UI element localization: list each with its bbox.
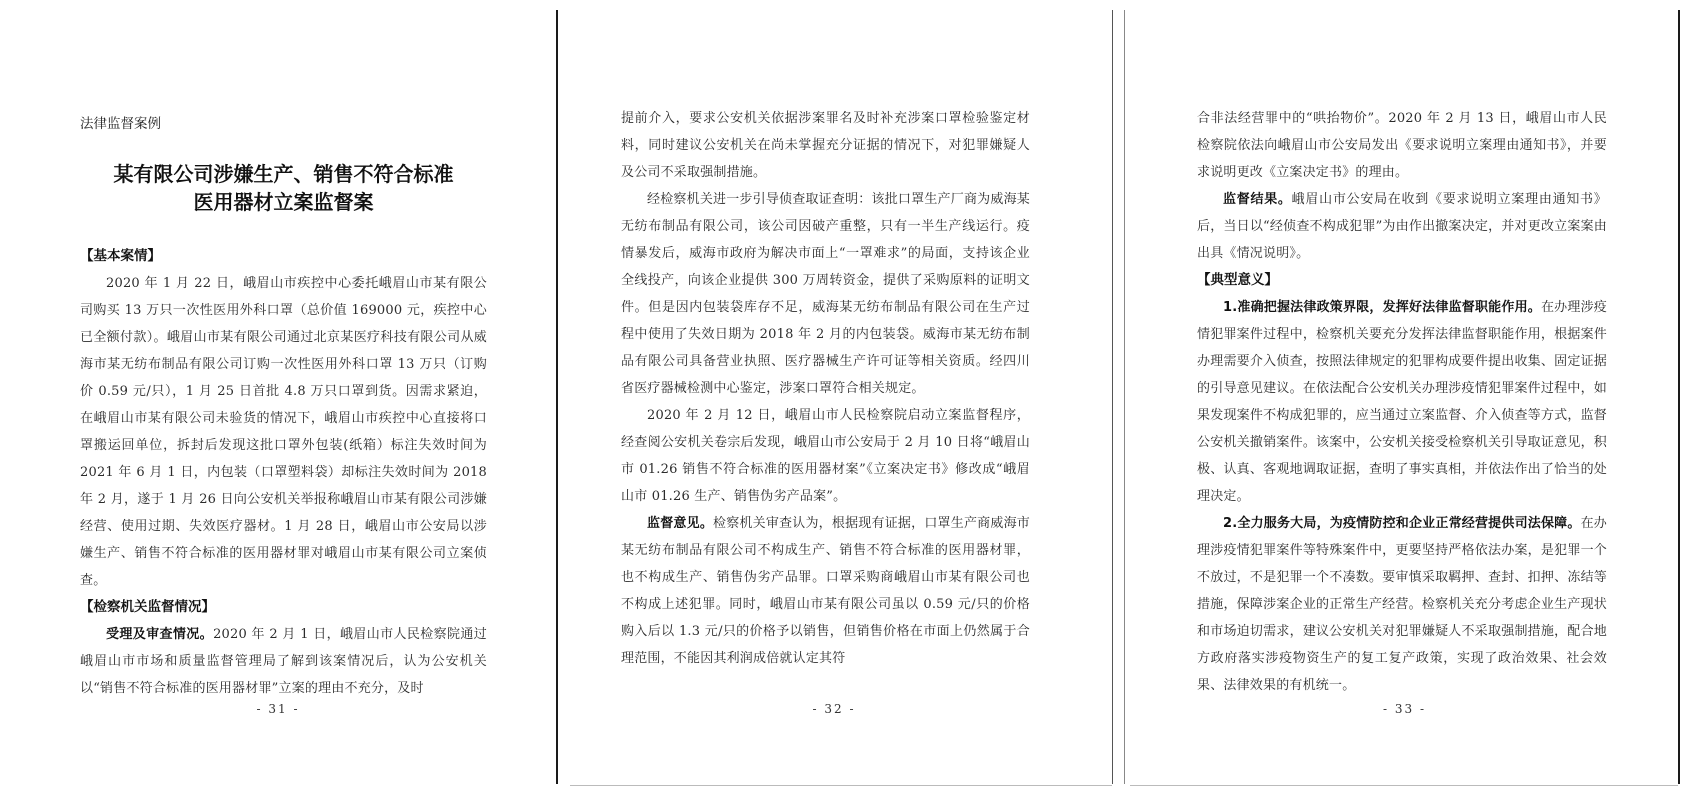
case-title xyxy=(80,160,487,216)
paragraph-continued: 合非法经营罪中的“哄抬物价”。2020 年 2 月 13 日，峨眉山市人民检察院依法向峨眉山市公安局发出《要求说明立案理由通知书》，并要求说明更改《立案决定书》的理由。 xyxy=(1197,111,1607,180)
paragraph-supervision-opinion xyxy=(621,510,1030,672)
paragraph-lead: 监督意见。 xyxy=(647,516,714,531)
paragraph-lead: 1.准确把握法律政策界限，发挥好法律监督职能作用。 xyxy=(1223,300,1541,315)
page-31-body xyxy=(80,243,487,702)
paragraph-text: 在办理涉疫情犯罪案件等特殊案件中，更要坚持严格依法办案，是犯罪一个不放过，不是犯罪一个不凑数。要审慎采取羁押、查封、扣押、冻结等措施，保障涉案企业的正常生产经营。检察机关充分考虑企业生产现状和市场迫切需求，建议公安机关对犯罪嫌疑人不采取强制措施，配合地方政府落实涉疫物资生产的复工复产政策，实现了政治效果、社会效果、法律效果的有机统一。 xyxy=(1197,516,1607,693)
case-title-line-2: 医用器材立案监督案 xyxy=(193,190,374,214)
page-number: - 32 - xyxy=(812,702,856,716)
paragraph-acceptance-review xyxy=(80,621,487,702)
paragraph-supervision-procedure: 2020 年 2 月 12 日，峨眉山市人民检察院启动立案监督程序，经查阅公安机关卷宗后发现，峨眉山市公安局于 2 月 10 日将“峨眉山市 01.26 销售不符合标准的医用器材案”《立案决定书》修改成“峨眉山市 01.26 生产、销售伪劣产品案”。 xyxy=(621,408,1030,504)
page-bottom-edge xyxy=(1130,785,1678,786)
paragraph-lead: 2.全力服务大局，为疫情防控和企业正常经营提供司法保障。 xyxy=(1223,516,1581,531)
page-divider xyxy=(556,10,558,784)
paragraph-investigation: 经检察机关进一步引导侦查取证查明：该批口罩生产厂商为威海某无纺布制品有限公司，该公司因破产重整，只有一半生产线运行。疫情暴发后，威海市政府为解决市面上“一罩难求”的局面，支持该企业全线投产，向该企业提供 300 万周转资金，提供了采购原料的证明文件。但是因内包装袋库存不足，威海某无纺布制品有限公司在生产过程中使用了失效日期为 2018 年 2 月的内包装袋。威海市某无纺布制品有限公司具备营业执照、医疗器械生产许可证等相关资质。经四川省医疗器械检测中心鉴定，涉案口罩符合相关规定。 xyxy=(621,192,1030,396)
page-edge-shadow xyxy=(1124,10,1125,784)
document-page-32 xyxy=(556,0,1112,794)
section-heading-basic-facts: 【基本案情】 xyxy=(80,248,161,264)
paragraph-significance-1 xyxy=(1197,294,1607,510)
running-head: 法律监督案例 xyxy=(80,116,161,132)
page-edge-shadow xyxy=(1112,10,1113,784)
paragraph-text: 2020 年 2 月 1 日，峨眉山市人民检察院通过峨眉山市市场和质量监督管理局了解到该案情况后，认为公安机关以“销售不符合标准的医用器材罪”立案的理由不充分，及时 xyxy=(80,627,487,696)
case-title-line-1: 某有限公司涉嫌生产、销售不符合标准 xyxy=(113,162,454,186)
document-page-33 xyxy=(1124,0,1685,794)
page-number: - 33 - xyxy=(1382,702,1426,716)
paragraph-lead: 监督结果。 xyxy=(1223,192,1292,207)
page-divider xyxy=(1678,10,1680,784)
paragraph-text: 检察机关审查认为，根据现有证据，口罩生产商威海市某无纺布制品有限公司不构成生产、销售不符合标准的医用器材罪，也不构成生产、销售伪劣产品罪。口罩采购商峨眉山市某有限公司也不构成上述犯罪。同时，峨眉山市某有限公司虽以 0.59 元/只的价格购入后以 1.3 元/只的价格予以销售，但销售价格在市面上仍然属于合理范围，不能因其利润成倍就认定其符 xyxy=(621,516,1030,666)
paragraph-significance-2 xyxy=(1197,510,1607,699)
page-number: - 31 - xyxy=(256,702,300,716)
paragraph-lead: 受理及审查情况。 xyxy=(106,627,214,642)
section-heading-supervision: 【检察机关监督情况】 xyxy=(80,599,215,615)
page-bottom-edge xyxy=(570,785,1112,786)
paragraph-continued: 提前介入，要求公安机关依据涉案罪名及时补充涉案口罩检验鉴定材料，同时建议公安机关在尚未掌握充分证据的情况下，对犯罪嫌疑人及公司不采取强制措施。 xyxy=(621,111,1030,180)
page-32-body xyxy=(621,105,1030,672)
page-33-body xyxy=(1197,105,1607,699)
paragraph-text: 在办理涉疫情犯罪案件过程中，检察机关要充分发挥法律监督职能作用，根据案件办理需要介入侦查，按照法律规定的犯罪构成要件提出收集、固定证据的引导意见建议。在依法配合公安机关办理涉疫情犯罪案件过程中，如果发现案件不构成犯罪的，应当通过立案监督、介入侦查等方式，监督公安机关撤销案件。该案中，公安机关接受检察机关引导取证意见，积极、认真、客观地调取证据，查明了事实真相，并依法作出了恰当的处理决定。 xyxy=(1197,300,1607,504)
paragraph-supervision-result xyxy=(1197,186,1607,267)
document-page-31 xyxy=(0,0,556,794)
paragraph-text: 峨眉山市公安局在收到《要求说明立案理由通知书》后，当日以“经侦查不构成犯罪”为由作出撤案决定，并对更改立案案由出具《情况说明》。 xyxy=(1197,192,1607,261)
paragraph-basic-facts: 2020 年 1 月 22 日，峨眉山市疾控中心委托峨眉山市某有限公司购买 13 万只一次性医用外科口罩（总价值 169000 元，疾控中心已全额付款）。峨眉山市某有限公司通过北京某医疗科技有限公司从威海市某无纺布制品有限公司订购一次性医用外科口罩 13 万只（订购价 0.59 元/只），1 月 25 日首批 4.8 万只口罩到货。因需求紧迫，在峨眉山市某有限公司未验货的情况下，峨眉山市疾控中心直接将口罩搬运回单位，拆封后发现这批口罩外包装(纸箱）标注失效时间为 2021 年 6 月 1 日，内包装（口罩塑料袋）却标注失效时间为 2018 年 2 月，遂于 1 月 26 日向公安机关举报称峨眉山市某有限公司涉嫌经营、使用过期、失效医疗器材。1 月 28 日，峨眉山市公安局以涉嫌生产、销售不符合标准的医用器材罪对峨眉山市某有限公司立案侦查。 xyxy=(80,276,487,588)
section-heading-significance: 【典型意义】 xyxy=(1197,272,1278,288)
